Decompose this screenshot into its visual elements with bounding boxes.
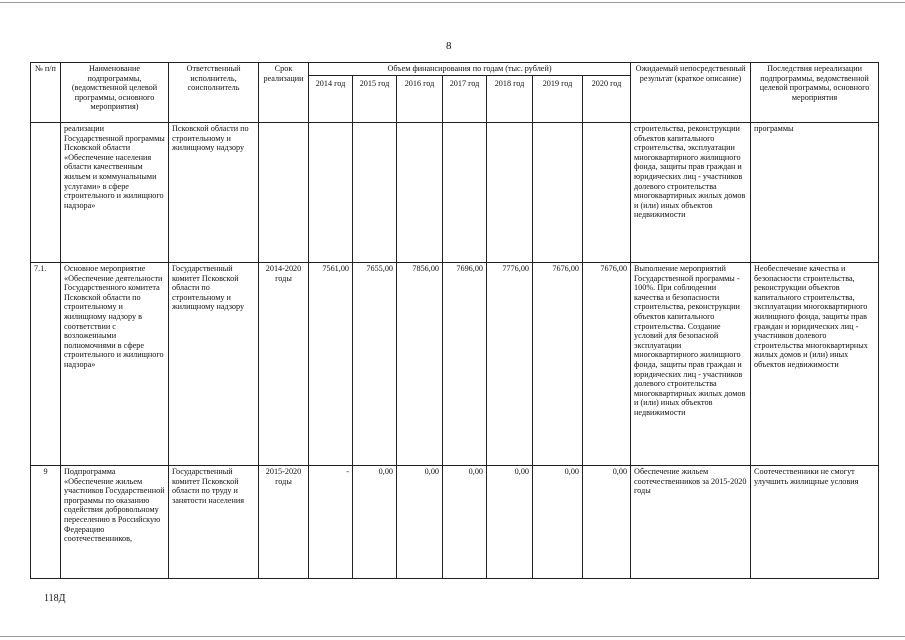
- cell-expected: строительства, реконструкции объектов капитального строительства, эксплуатации многоквартирного жилищного фонда, защиты прав граждан и юридических лиц - участников долевого строительства многоквартирных жилых домов и (или) иных объектов недвижимости: [631, 123, 751, 263]
- table-row: [31, 466, 879, 579]
- cell-num: 7.1.: [31, 263, 61, 466]
- cell-consequences: программы: [751, 123, 879, 263]
- header-consequences: Последствия нереализации подпрограммы, ведомственной целевой программы, основного мероприятия: [751, 63, 879, 123]
- scan-edge-top: [0, 2, 905, 3]
- cell-executor: Псковской области по строительному и жилищному надзору: [169, 123, 259, 263]
- footer-code: 118Д: [44, 593, 66, 604]
- cell-value: 0,00: [583, 466, 631, 579]
- cell-num: [31, 123, 61, 263]
- header-name: Наименование подпрограммы, (ведомственной целевой программы, основного мероприятия): [61, 63, 169, 123]
- cell-name: реализации Государственной программы Псковской области «Обеспечение населения области качественным жильем и коммунальными услугами» в сфере строительного и жилищного надзора»: [61, 123, 169, 263]
- cell-value: [443, 123, 487, 263]
- header-funding-group: Объем финансирования по годам (тыс. рублей): [309, 63, 631, 76]
- cell-consequences: Соотечественники не смогут улучшить жилищные условия: [751, 466, 879, 579]
- header-term: Срок реализации: [259, 63, 309, 123]
- cell-term: [259, 123, 309, 263]
- program-table: [30, 62, 879, 579]
- cell-value: 0,00: [487, 466, 533, 579]
- cell-name: Основное мероприятие «Обеспечение деятельности Государственного комитета Псковской области по строительному и жилищному надзору в соответствии с возложенными полномочиями в сфере строительного и жилищного надзора»: [61, 263, 169, 466]
- cell-value: [533, 123, 583, 263]
- header-year: 2019 год: [533, 76, 583, 123]
- scan-edge-bottom: [0, 636, 905, 637]
- cell-value: 7655,00: [353, 263, 397, 466]
- cell-value: 7561,00: [309, 263, 353, 466]
- cell-value: 7856,00: [397, 263, 443, 466]
- header-num: № п/п: [31, 63, 61, 123]
- page-number: 8: [446, 40, 452, 52]
- cell-value: [309, 123, 353, 263]
- cell-value: [487, 123, 533, 263]
- cell-value: 0,00: [397, 466, 443, 579]
- header-year: 2014 год: [309, 76, 353, 123]
- cell-value: [583, 123, 631, 263]
- cell-executor: Государственный комитет Псковской области по труду и занятости населения: [169, 466, 259, 579]
- header-year: 2017 год: [443, 76, 487, 123]
- cell-value: 0,00: [443, 466, 487, 579]
- cell-value: 0,00: [533, 466, 583, 579]
- cell-expected: Выполнение мероприятий Государственной программы - 100%. При соблюдении качества и безопасности строительства, реконструкции объектов капитального строительства. Создание условий для безопасной эксплуатации многоквартирного жилищного фонда, защиты прав граждан и юридических лиц - участников долевого строительства многоквартирных жилых домов и (или) иных объектов недвижимости: [631, 263, 751, 466]
- cell-num: 9: [31, 466, 61, 579]
- cell-value: 7676,00: [583, 263, 631, 466]
- cell-consequences: Необеспечение качества и безопасности строительства, реконструкции объектов капитального строительства, эксплуатации многоквартирного жилищного фонда, защиты прав граждан и юридических лиц - участников долевого строительства многоквартирных жилых домов и (или) иных объектов недвижимости: [751, 263, 879, 466]
- header-executor: Ответственный исполнитель, соисполнитель: [169, 63, 259, 123]
- header-year: 2015 год: [353, 76, 397, 123]
- header-expected: Ожидаемый непосредственный результат (краткое описание): [631, 63, 751, 123]
- cell-value: 0,00: [353, 466, 397, 579]
- header-year: 2020 год: [583, 76, 631, 123]
- cell-value: 7696,00: [443, 263, 487, 466]
- cell-term: 2014-2020 годы: [259, 263, 309, 466]
- cell-value: [353, 123, 397, 263]
- cell-expected: Обеспечение жильем соотечественников за 2015-2020 годы: [631, 466, 751, 579]
- header-year: 2016 год: [397, 76, 443, 123]
- cell-value: 7776,00: [487, 263, 533, 466]
- header-year: 2018 год: [487, 76, 533, 123]
- cell-name: Подпрограмма «Обеспечение жильем участников Государственной программы по оказанию содействия добровольному переселению в Российскую Федерацию соотечественников,: [61, 466, 169, 579]
- table-row: [31, 123, 879, 263]
- table-row: [31, 263, 879, 466]
- cell-term: 2015-2020 годы: [259, 466, 309, 579]
- header-row: [31, 63, 879, 76]
- cell-value: 7676,00: [533, 263, 583, 466]
- cell-value: [397, 123, 443, 263]
- cell-executor: Государственный комитет Псковской области по строительному и жилищному надзору: [169, 263, 259, 466]
- cell-value: -: [309, 466, 353, 579]
